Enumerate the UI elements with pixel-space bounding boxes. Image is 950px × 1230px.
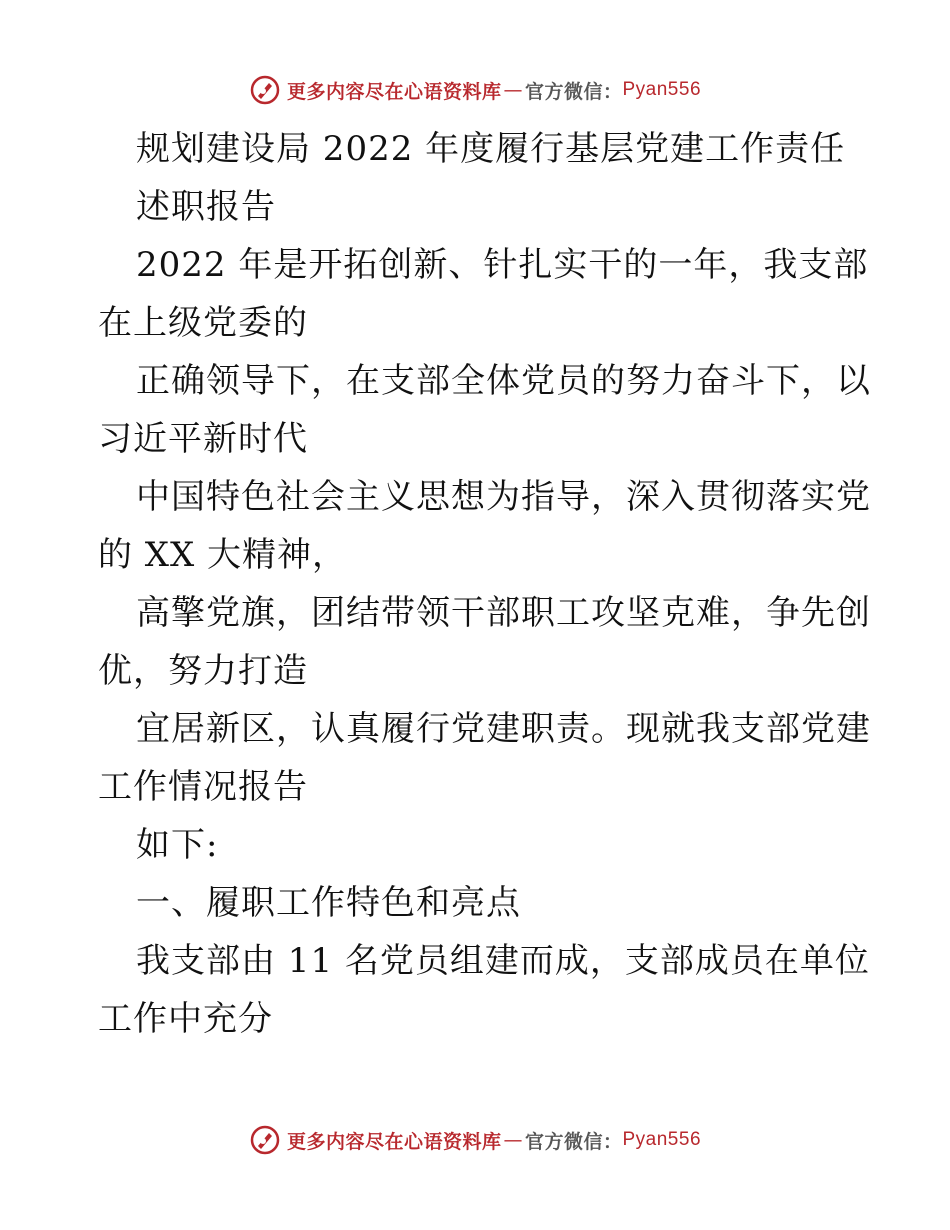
doc-line: 习近平新时代 xyxy=(98,419,308,459)
banner-main-text: 更多内容尽在心语资料库 xyxy=(286,1130,502,1153)
brand-logo-icon xyxy=(249,74,281,106)
doc-line: 如下: xyxy=(136,825,219,865)
doc-line: 高擎党旗，团结带领干部职工攻坚克难，争先创 xyxy=(136,593,871,633)
header-banner xyxy=(0,70,950,110)
banner-label: 官方微信： xyxy=(524,1130,623,1153)
doc-line: 中国特色社会主义思想为指导，深入贯彻落实党 xyxy=(136,477,871,517)
doc-line: 工作情况报告 xyxy=(98,767,308,807)
doc-line: 我支部由 11 名党员组建而成，支部成员在单位 xyxy=(136,941,870,981)
doc-line: 优，努力打造 xyxy=(98,651,308,691)
doc-line: 规划建设局 2022 年度履行基层党建工作责任 xyxy=(136,129,846,169)
doc-line: 述职报告 xyxy=(136,187,276,227)
document-body xyxy=(98,120,871,1048)
banner-account: Pyan556 xyxy=(622,79,702,100)
banner-dash: — xyxy=(503,1129,523,1151)
banner-label: 官方微信： xyxy=(524,80,623,103)
doc-line: 的 XX 大精神， xyxy=(98,535,348,575)
banner-main-text: 更多内容尽在心语资料库 xyxy=(286,80,502,103)
doc-line: 正确领导下，在支部全体党员的努力奋斗下，以 xyxy=(136,361,871,401)
brand-logo-icon xyxy=(249,1124,281,1156)
footer-banner xyxy=(0,1120,950,1160)
doc-line: 2022 年是开拓创新、针扎实干的一年，我支部 xyxy=(136,245,869,285)
doc-line: 宜居新区，认真履行党建职责。现就我支部党建 xyxy=(136,709,871,749)
doc-line: 在上级党委的 xyxy=(98,303,308,343)
banner-dash: — xyxy=(503,79,523,101)
banner-account: Pyan556 xyxy=(622,1129,702,1150)
section-heading: 一、履职工作特色和亮点 xyxy=(136,883,521,923)
doc-line: 工作中充分 xyxy=(98,999,273,1039)
